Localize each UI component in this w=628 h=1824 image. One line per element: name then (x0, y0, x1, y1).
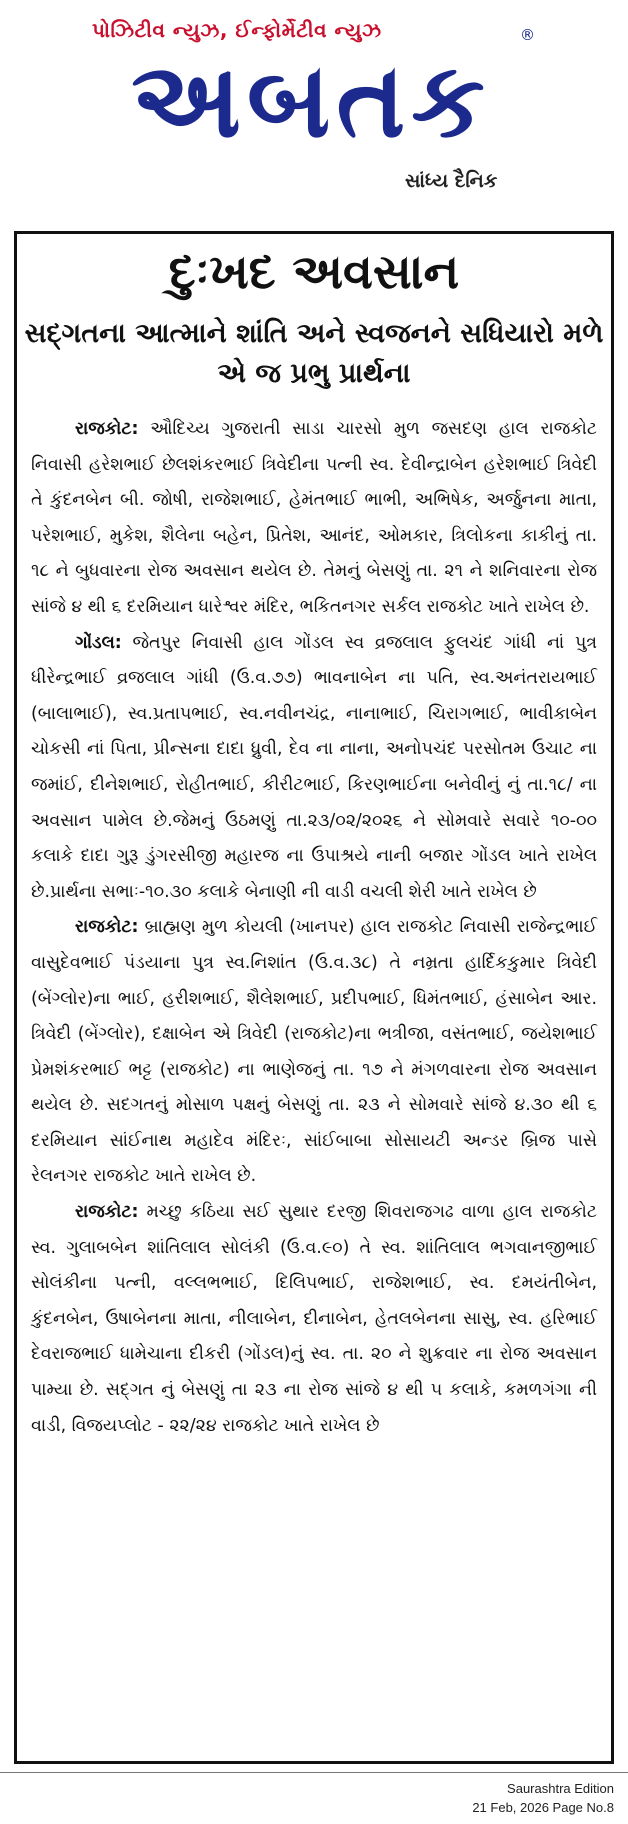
notice-text: ઔદિચ્ય ગુજરાતી સાડા ચારસો મુળ જસદણ હાલ રાજકોટ નિવાસી હરેશભાઈ છેલશંકરભાઈ ત્રિવેદીના પત્ની સ્વ. દેવીન્દ્રાબેન હરેશભાઈ ત્રિવેદી તે કુંદનબેન બી. જોષી, રાજેશભાઈ, હેમંતભાઈ ભાભી, અભિષેક, અર્જુનના માતા, પરેશભાઈ, મુકેશ, શૈલેના બહેન, પ્રિતેશ, આનંદ, ઓમકાર, ત્રિલોકના કાકીનું તા. ૧૮ ને બુધવારના રોજ અવસાન થયેલ છે. તેમનું બેસણું તા. ૨૧ ને શનિવારના રોજ સાંજે ૪ થી ૬ દરમિયાન ધારેશ્વર મંદિર, ભકિતનગર સર્કલ રાજકોટ ખાતે રાખેલ છે. (31, 419, 597, 617)
notice-item (31, 626, 597, 911)
notice-item (31, 412, 597, 626)
newspaper-logo: અબતક (131, 40, 491, 160)
article-heading: દુઃખદ અવસાન (168, 244, 460, 300)
footer-date-page: 21 Feb, 2026 Page No.8 (472, 1800, 614, 1815)
masthead (0, 0, 628, 215)
notice-place: ગોંડલ: (75, 632, 122, 653)
notice-item (31, 910, 597, 1195)
registered-mark: ® (520, 26, 535, 44)
notice-place: રાજકોટ: (75, 419, 139, 439)
footer-edition: Saurashtra Edition (507, 1781, 614, 1796)
notice-place: રાજકોટ: (75, 1202, 139, 1223)
notice-place: રાજકોટ: (75, 917, 139, 938)
notice-text: જેતપુર નિવાસી હાલ ગોંડલ સ્વ વ્રજલાલ ફુલચંદ ગાંધી નાં પુત્ર ધીરેન્દ્રભાઈ વ્રજલાલ ગાંધી (ઉ.વ.૭૭) ભાવનાબેન ના પતિ, સ્વ.અનંતરાયભાઈ (બાલાભાઈ), સ્વ.પ્રતાપભાઈ, સ્વ.નવીનચંદ્ર, નાનાભાઈ, ચિરાગભાઈ, ભાવીકાબેન ચોકસી નાં પિતા, પ્રીન્સના દાદા ધ્રુવી, દેવ ના નાના, અનોપચંદ પરસોતમ ઉચાટ ના જમાંઈ, દીનેશભાઈ, રોહીતભાઈ, કીરીટભાઈ, કિરણભાઈના બનેવીનું નું તા.૧૮/ ના અવસાન પામેલ છે.જેમનું ઉઠમણું તા.૨૩/૦૨/૨૦૨૬ ને સોમવારે સવારે ૧૦-૦૦ કલાકે દાદા ગુરૂ ડુંગરસીજી મહારજ ના ઉપાશ્રયે નાની બજાર ગોંડલ ખાતે રાખેલ છે.પ્રાર્થના સભાઃ-૧૦.૩૦ કલાકે બેનાણી ની વાડી વચલી શેરી ખાતે રાખેલ છે (31, 632, 597, 902)
edition-label: સાંધ્ય દૈનિક (405, 170, 498, 192)
masthead-tagline: પોઝિટીવ ન્યુઝ, ઈન્ફોર્મેટીવ ન્યુઝ (92, 18, 382, 42)
obituary-box (14, 231, 614, 1764)
notice-text: બ્રાહ્મણ મુળ કોયલી (ખાનપર) હાલ રાજકોટ નિવાસી રાજેન્દ્રભાઈ વાસુદેવભાઈ પંડયાના પુત્ર સ્વ.નિશાંત (ઉ.વ.૩૮) તે નમ્રતા હાર્દિકકુમાર ત્રિવેદી (બેંગ્લોર)ના ભાઈ, હરીશભાઈ, શૈલેશભાઈ, પ્રદીપભાઈ, ધિમંતભાઈ, હંસાબેન આર. ત્રિવેદી (બેંગ્લોર), દક્ષાબેન એ ત્રિવેદી (રાજકોટ)ના ભત્રીજા, વસંતભાઈ, જયેશભાઈ પ્રેમશંકરભાઈ ભટ્ટ (રાજકોટ) ના ભાણેજનું તા. ૧૭ ને મંગળવારના રોજ અવસાન થયેલ છે. સદગતનું મોસાળ પક્ષનું બેસણું તા. ૨૩ ને સોમવારે સાંજે ૪.૩૦ થી ૬ દરમિયાન સાંઈનાથ મહાદેવ મંદિરઃ, સાંઈબાબા સોસાયટી અન્ડર બ્રિજ પાસે રેલનગર રાજકોટ ખાતે રાખેલ છે. (31, 917, 597, 1187)
notice-item (31, 1195, 597, 1444)
notice-text: મચ્છુ કઠિયા સઈ સુથાર દરજી શિવરાજગઢ વાળા હાલ રાજકોટ સ્વ. ગુલાબબેન શાંતિલાલ સોલંકી (ઉ.વ.૯૦) તે સ્વ. શાંતિલાલ ભગવાનજીભાઈ સોલંકીના પત્ની, વલ્લભભાઈ, દિલિપભાઈ, રાજેશભાઈ, સ્વ. દમયંતીબેન, કુંદનબેન, ઉષાબેનના માતા, નીલાબેન, દીનાબેન, હેતલબેનના સાસુ, સ્વ. હરિભાઈ દેવરાજભાઈ ધામેચાના દીકરી (ગોંડલ)નું સ્વ. તા. ૨૦ ને શુક્રવાર ના રોજ અવસાન પામ્યા છે. સદ્ગત નું બેસણું તા ૨૩ ના રોજ સાંજે ૪ થી ૫ કલાકે, કમળગંગા ની વાડી, વિજયપ્લોટ - ૨૨/૨૪ રાજકોટ ખાતે રાખેલ છે (31, 1202, 597, 1436)
notices-list (17, 406, 611, 1756)
article-subheading: સદ્ગતના આત્માને શાંતિ અને સ્વજનને સધિયારો મળે એ જ પ્રભુ પ્રાર્થના (24, 318, 604, 389)
footer-divider (0, 1772, 628, 1773)
